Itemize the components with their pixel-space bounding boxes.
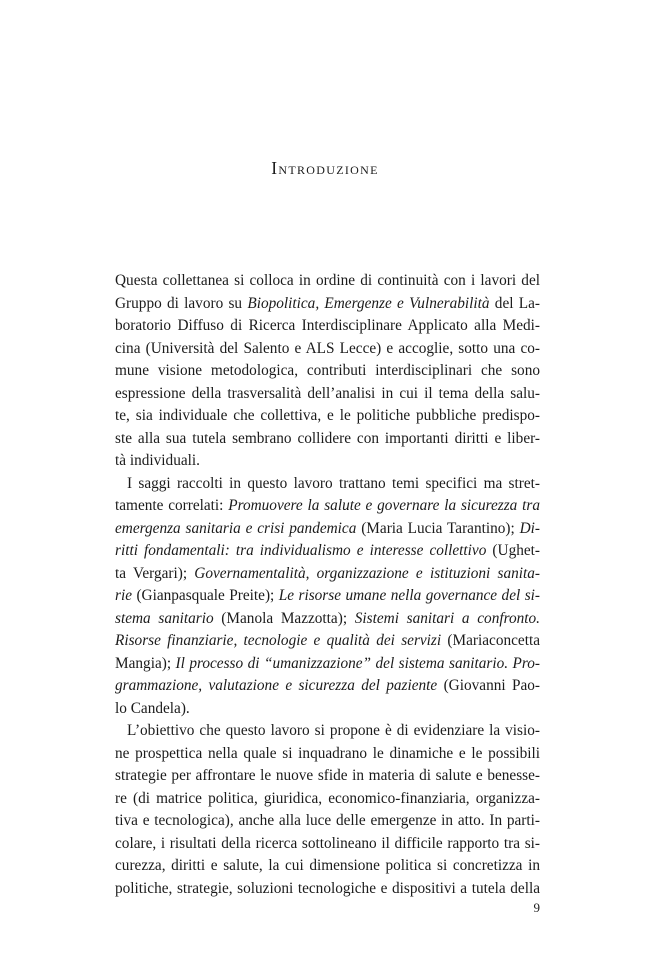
text-line [115,743,540,766]
text-line [115,698,540,721]
text-segment: (Gianpasquale Preite); [132,587,279,604]
text-line [115,675,540,698]
text-segment: Mangia); [115,654,176,672]
text-line [115,788,540,811]
text-segment: te, sia individuale che collettiva, e le politiche pubbliche predispo- [115,407,540,424]
italic-title-segment: Biopolitica, Emergenze e Vulnerabilità [247,294,490,312]
text-segment: ne prospettica nella quale si inquadrano le dinamiche e le possibili [115,744,540,762]
text-line [115,765,540,788]
body-text [115,270,540,900]
text-segment: (Giovanni Pao- [437,677,541,694]
text-line [115,495,540,518]
text-line [115,540,540,563]
italic-title-segment: rie [115,587,132,604]
page-title: Introduzione [271,158,379,178]
text-segment: colare, i risultati della ricerca sottolineano il difficile rapporto tra si- [115,834,540,852]
text-segment: espressione della trasversalità dell’analisi in cui il tema della salu- [115,384,540,402]
text-line [115,270,540,293]
italic-title-segment: Di- [519,519,540,537]
italic-title-segment: Il processo di “umanizzazione” del sistema sanitario. Pro- [175,654,540,672]
page-number: 9 [533,900,540,915]
text-line [115,833,540,856]
text-segment: (Ughet- [486,542,540,559]
text-segment: curezza, diritti e salute, la cui dimensione politica si concretizza in [115,857,540,874]
text-segment: Gruppo di lavoro su [115,294,248,312]
text-line [115,653,540,676]
text-segment: I saggi raccolti in questo lavoro trattano temi specifici ma stret- [127,474,540,492]
text-line [115,383,540,406]
text-line [115,315,540,338]
text-segment: mune visione metodologica, contributi interdisciplinari che sono [115,362,540,379]
italic-title-segment: stema sanitario [115,609,214,627]
text-line [115,608,540,631]
text-segment: tamente correlati: [115,497,229,514]
text-segment: L’obiettivo che questo lavoro si propone è di evidenziare la visio- [127,722,540,739]
text-line [115,878,540,901]
text-line [115,473,540,496]
text-segment: strategie per affrontare le nuove sfide in materia di salute e benesse- [115,767,540,784]
text-segment: cina (Università del Salento e ALS Lecce) e accoglie, sotto una co- [115,339,540,357]
text-line [115,405,540,428]
italic-title-segment: emergenza sanitaria e crisi pandemica [115,519,357,537]
text-segment: (Manola Mazzotta); [213,609,355,627]
italic-title-segment: Sistemi sanitari a confronto. [354,609,541,627]
text-segment: politiche, strategie, soluzioni tecnologiche e dispositivi a tutela della [115,879,540,897]
italic-title-segment: ritti fondamentali: tra individualismo e interesse collettivo [115,542,487,559]
text-line [115,630,540,653]
text-line [115,855,540,878]
text-segment: lo Candela). [115,699,190,717]
text-line [115,338,540,361]
text-segment: tà individuali. [115,452,200,469]
text-line [115,428,540,451]
italic-title-segment: Le risorse umane nella governance del si- [278,587,540,604]
text-segment: (Mariaconcetta [441,632,540,649]
text-line [115,518,540,541]
text-line [115,563,540,586]
text-segment: del La- [489,294,540,312]
text-segment: tiva e tecnologica), anche alla luce delle emergenze in atto. In parti- [115,812,540,829]
text-segment: (Maria Lucia Tarantino); [356,519,520,537]
italic-title-segment: Governamentalità, organizzazione e istituzioni sanita- [194,564,541,582]
italic-title-segment: grammazione, valutazione e sicurezza del paziente [115,677,438,694]
text-line [115,720,540,743]
text-segment: ta Vergari); [115,564,195,582]
text-segment: ste alla sua tutela sembrano collidere con importanti diritti e liber- [115,429,540,447]
text-line [115,450,540,473]
text-segment: re (di matrice politica, giuridica, economico-finanziaria, organizza- [115,789,540,807]
text-segment: boratorio Diffuso di Ricerca Interdisciplinare Applicato alla Medi- [115,317,540,334]
italic-title-segment: Risorse finanziarie, tecnologie e qualità dei servizi [115,632,442,649]
text-segment: Questa collettanea si colloca in ordine di continuità con i lavori del [115,272,540,289]
text-line [115,293,540,316]
text-line [115,585,540,608]
text-line [115,360,540,383]
text-line [115,810,540,833]
italic-title-segment: Promuovere la salute e governare la sicurezza tra [228,497,540,514]
